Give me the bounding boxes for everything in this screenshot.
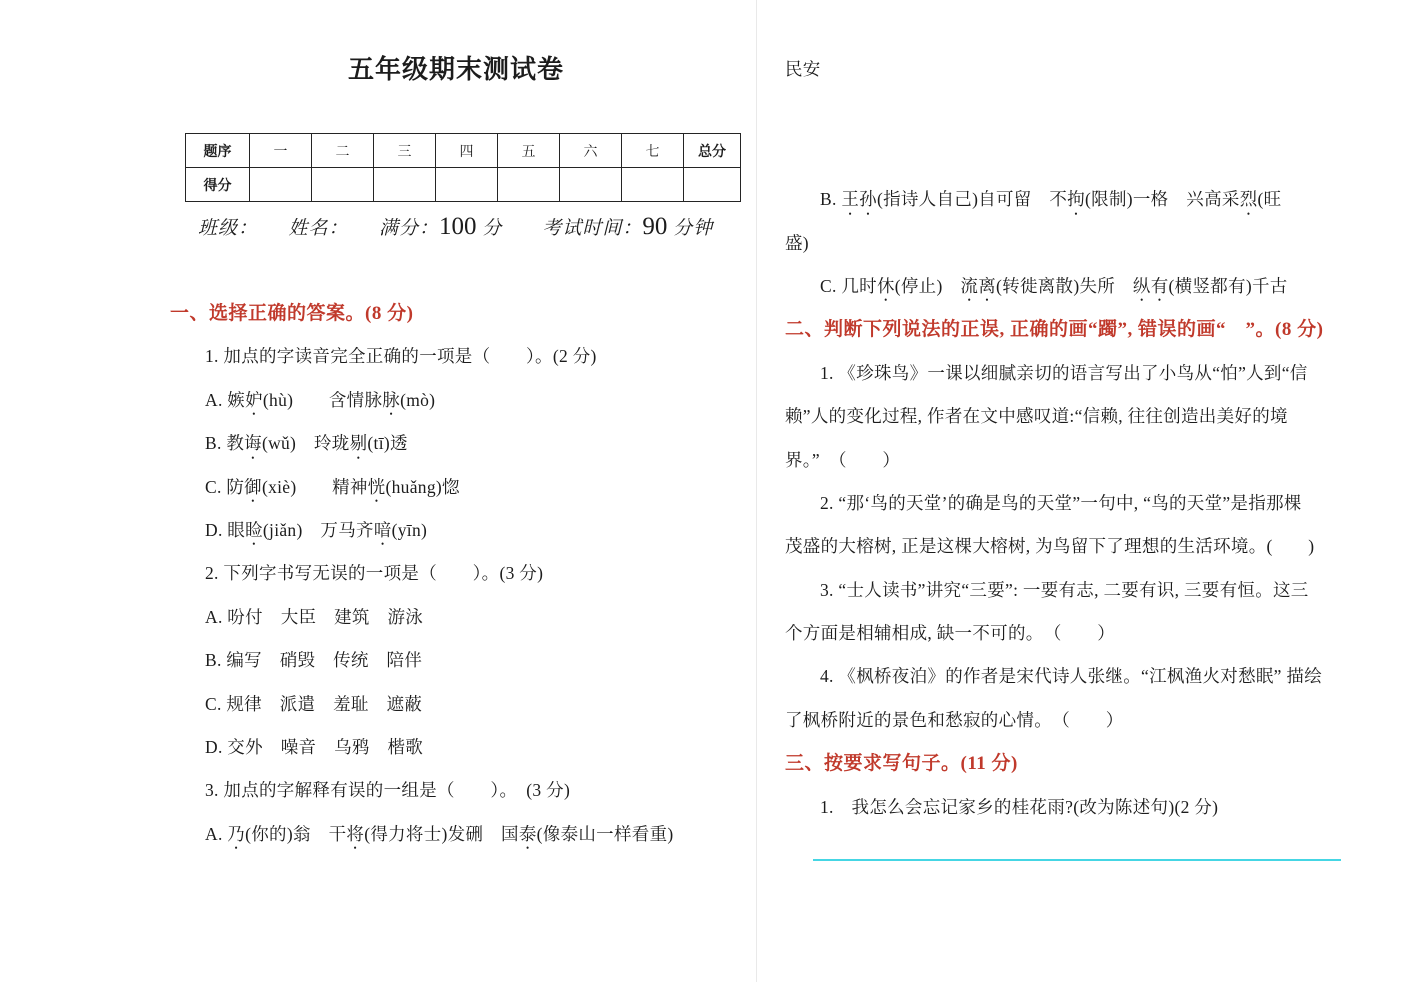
left-question-lines (170, 292, 742, 856)
score-table-column-header: 四 (436, 134, 498, 168)
text-segment: B. 教 (205, 433, 245, 454)
dotted-character: 喑 (373, 519, 392, 540)
score-row-label: 得分 (186, 168, 250, 202)
text-segment: D. 眼 (205, 519, 246, 540)
score-table (185, 133, 741, 202)
text-line (170, 509, 742, 552)
score-cell (436, 168, 498, 202)
dotted-character: 拘 (1067, 189, 1086, 210)
score-table-column-header: 一 (250, 134, 312, 168)
text-segment: 1. 加点的字读音完全正确的一项是（ ）。(2 分) (205, 346, 597, 367)
text-segment: 3. 加点的字解释有误的一组是（ ）。 (3 分) (205, 780, 571, 801)
text-segment: (hù) 含情脉 (262, 389, 383, 410)
info-label: 考试时间： (542, 218, 643, 239)
score-table-column-header: 五 (498, 134, 560, 168)
score-table-total-label: 总分 (684, 134, 741, 168)
text-line (170, 813, 742, 856)
text-line (785, 439, 1357, 482)
info-label: 分 (476, 218, 543, 239)
score-table-column-header: 七 (622, 134, 684, 168)
right-question-lines (785, 48, 1357, 872)
score-cell (374, 168, 436, 202)
score-table-column-header: 六 (560, 134, 622, 168)
text-segment: D. 交外 噪音 乌鸦 楷歌 (205, 736, 424, 757)
dotted-character: 有 (1150, 275, 1169, 296)
text-segment: 界。” （ ） (785, 449, 901, 470)
text-line (785, 655, 1357, 698)
text-segment: (指诗人自己)自可留 不 (876, 189, 1068, 210)
text-line (785, 395, 1357, 438)
section-heading (785, 742, 1357, 785)
dotted-character: 烈 (1239, 189, 1258, 210)
student-info-line (198, 212, 738, 244)
dotted-character: 休 (876, 275, 895, 296)
score-cell (560, 168, 622, 202)
text-segment: (得力将士)发硎 国 (364, 823, 519, 844)
text-segment: 二、判断下列说法的正误, 正确的画“躅”, 错误的画“ ”。(8 分) (785, 319, 1324, 341)
text-segment: (mò) (400, 389, 436, 410)
text-segment: 4. 《枫桥夜泊》的作者是宋代诗人张继。“江枫渔火对愁眠” 描绘 (820, 666, 1323, 687)
text-segment: (停止) (894, 275, 961, 296)
dotted-character: 妒 (245, 389, 263, 410)
text-segment: 3. “士人读书”讲究“三要”: 一要有志, 二要有识, 三要有恒。这三 (820, 579, 1309, 600)
text-segment: C. 几时 (820, 275, 877, 296)
section-heading (170, 292, 742, 335)
info-label: 姓名： (288, 218, 380, 239)
dotted-character: 御 (244, 476, 262, 497)
text-segment: (限制)一格 兴高采 (1085, 189, 1240, 210)
text-line (170, 552, 742, 595)
text-line (170, 422, 742, 465)
text-segment: A. (205, 823, 228, 844)
score-table-header-label: 题序 (186, 134, 250, 168)
info-number: 100 (439, 213, 477, 240)
dotted-character: 乃 (227, 823, 246, 844)
text-segment: C. 防 (205, 476, 245, 497)
text-segment: B. 编写 硝毁 传统 陪伴 (205, 650, 423, 671)
text-segment: 2. 下列字书写无误的一项是（ ）。(3 分) (205, 563, 544, 584)
dotted-character: 孙 (859, 189, 877, 210)
text-segment: (wǔ) 玲珑 (261, 433, 350, 454)
dotted-character: 脉 (382, 389, 401, 410)
text-line (170, 639, 742, 682)
page-title: 五年级期末测试卷 (347, 55, 564, 84)
text-line (785, 222, 1357, 265)
info-number: 90 (642, 213, 668, 240)
text-segment: C. 规律 派遣 羞耻 遮蔽 (205, 693, 423, 714)
text-line (170, 769, 742, 812)
blank-line (785, 135, 1357, 178)
text-segment: 1. 《珍珠鸟》一课以细腻亲切的语言写出了小鸟从“怕”人到“信 (820, 362, 1308, 383)
score-cell (622, 168, 684, 202)
text-segment: B. (820, 189, 842, 210)
text-segment: (jiǎn) 万马齐 (262, 519, 374, 540)
dotted-character: 离 (978, 275, 997, 296)
text-segment: (tī)透 (367, 433, 408, 454)
text-segment: 了枫桥附近的景色和愁寂的心情。 （ ） (785, 709, 1124, 730)
text-segment: (huǎng)惚 (385, 476, 460, 497)
text-segment: A. 嫉 (205, 389, 246, 410)
text-line (785, 178, 1357, 221)
text-segment: 个方面是相辅相成, 缺一不可的。 （ ） (785, 623, 1116, 644)
info-label: 分钟 (667, 218, 714, 239)
text-line (785, 699, 1357, 742)
text-segment: 三、按要求写句子。(11 分) (785, 753, 1018, 775)
text-segment: 赖”人的变化过程, 作者在文中感叹道:“信赖, 往往创造出美好的境 (785, 406, 1288, 427)
text-segment: A. 吩付 大臣 建筑 游泳 (205, 606, 424, 627)
text-segment: 2. “那‘鸟的天堂’的确是鸟的天堂”一句中, “鸟的天堂”是指那棵 (820, 492, 1302, 513)
dotted-character: 剔 (349, 433, 368, 454)
text-line (170, 596, 742, 639)
text-line (785, 482, 1357, 525)
text-line (170, 379, 742, 422)
text-segment: 盛) (785, 232, 809, 253)
text-line (170, 683, 742, 726)
text-segment: (横竖都有)千古 (1168, 275, 1288, 296)
text-segment: 1. 我怎么会忘记家乡的桂花雨?(改为陈述句)(2 分) (820, 796, 1219, 817)
text-segment: 茂盛的大榕树, 正是这棵大榕树, 为鸟留下了理想的生活环境。( ) (785, 536, 1315, 557)
dotted-character: 诲 (244, 433, 262, 454)
score-cell (250, 168, 312, 202)
text-line (785, 352, 1357, 395)
dotted-character: 睑 (245, 519, 263, 540)
text-segment: (你的)翁 干 (245, 823, 347, 844)
text-segment: (xiè) 精神 (261, 476, 368, 497)
dotted-character: 流 (960, 275, 979, 296)
dotted-character: 将 (346, 823, 365, 844)
text-line (785, 612, 1357, 655)
text-segment: (像泰山一样看重) (536, 823, 674, 844)
score-table-column-header: 三 (374, 134, 436, 168)
text-segment: 一、选择正确的答案。(8 分) (170, 303, 414, 324)
answer-line-row (785, 829, 1357, 872)
text-line (785, 786, 1357, 829)
blank-line (785, 91, 1357, 134)
dotted-character: 恍 (367, 476, 386, 497)
score-table-column-header: 二 (312, 134, 374, 168)
answer-underline (813, 859, 1341, 861)
text-line (785, 569, 1357, 612)
dotted-character: 王 (841, 189, 860, 210)
info-label: 满分： (379, 218, 440, 239)
text-segment: 民安 (785, 59, 821, 79)
text-segment: (旺 (1257, 189, 1282, 210)
text-segment: (yīn) (391, 519, 428, 540)
column-divider (756, 0, 757, 982)
text-segment: (转徙离散)失所 (996, 275, 1133, 296)
text-line (785, 48, 1357, 91)
dotted-character: 泰 (518, 823, 537, 844)
section-heading (785, 308, 1357, 351)
score-cell (498, 168, 560, 202)
text-line (170, 726, 742, 769)
score-cell (684, 168, 741, 202)
info-label: 班级： (198, 218, 289, 239)
score-cell (312, 168, 374, 202)
text-line (170, 466, 742, 509)
text-line (170, 335, 742, 378)
text-line (785, 265, 1357, 308)
dotted-character: 纵 (1132, 275, 1151, 296)
text-line (785, 525, 1357, 568)
